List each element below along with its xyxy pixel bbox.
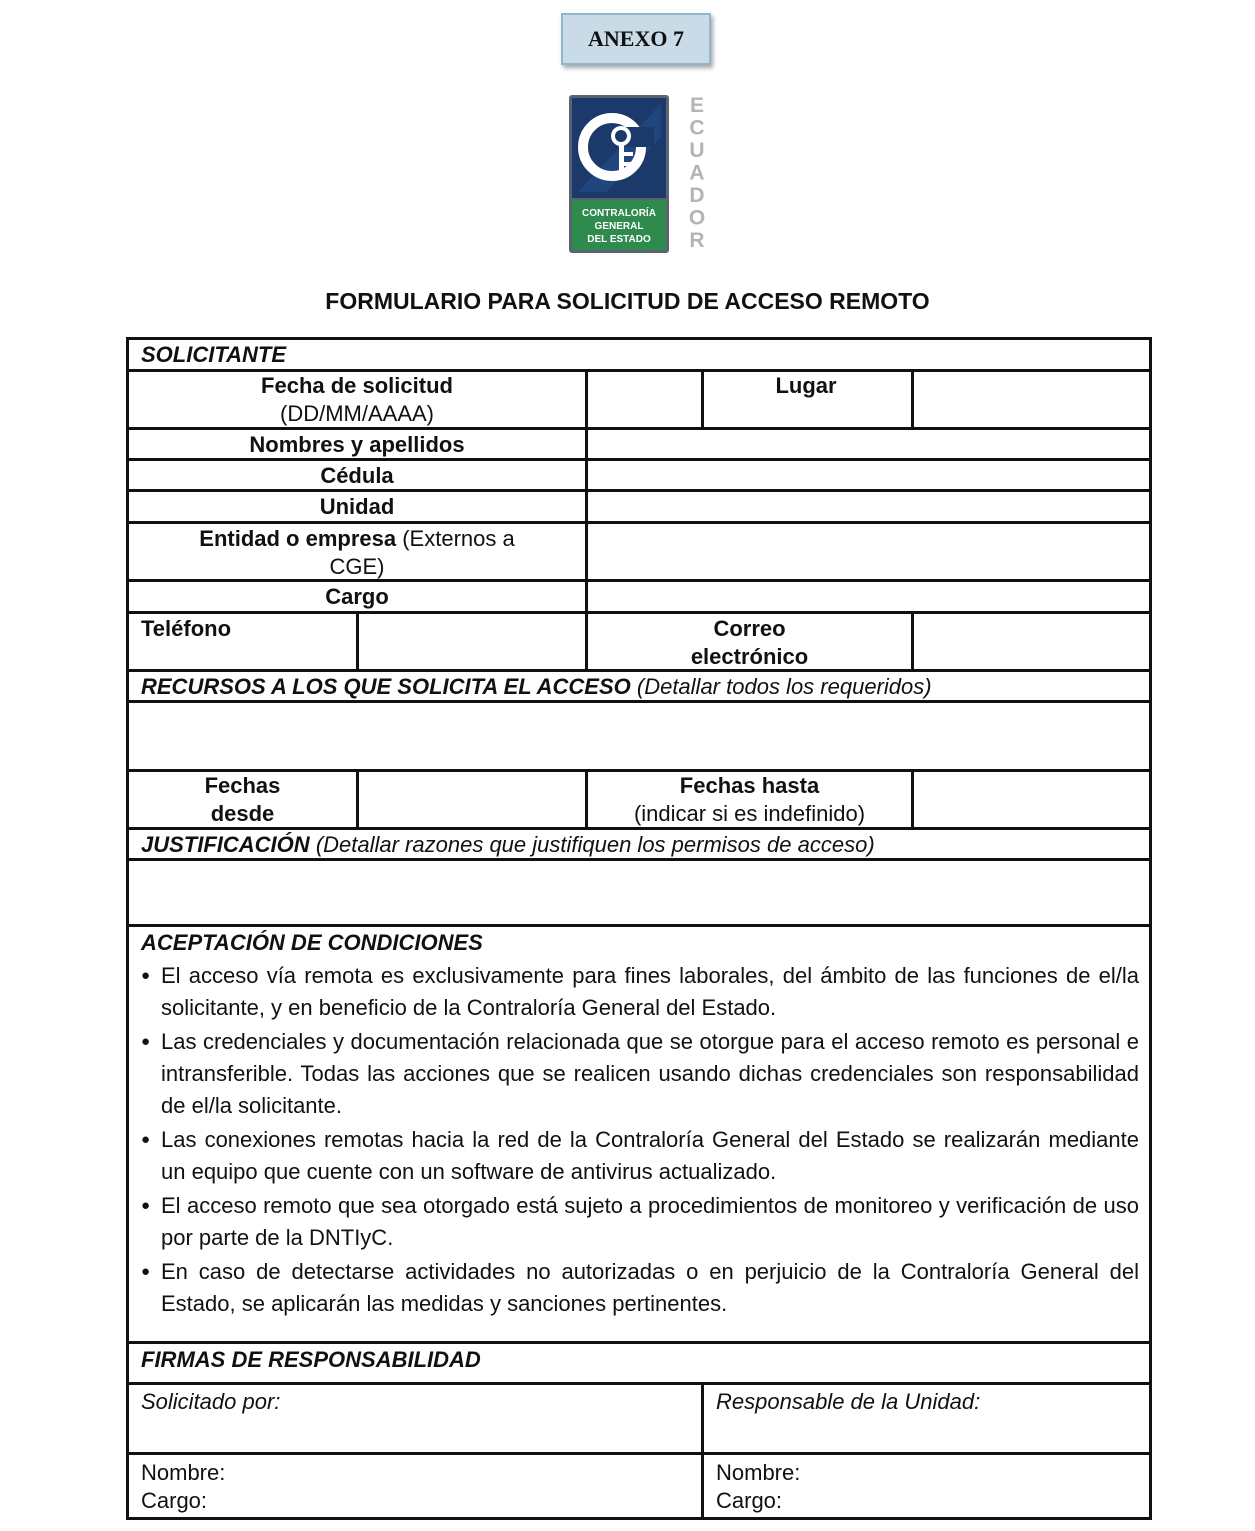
responsable-label: Responsable de la Unidad: — [716, 1389, 981, 1414]
fecha-solicitud-field[interactable] — [588, 372, 701, 427]
responsable-cargo-label: Cargo: — [716, 1488, 783, 1513]
lugar-field[interactable] — [914, 372, 1149, 427]
condition-item: ● Las conexiones remotas hacia la red de la Contraloría General del Estado se realizarán mediante un equipo que cuente con un software de antivirus actualizado. — [141, 1124, 1139, 1188]
remote-access-form — [126, 337, 1152, 1520]
condition-item: ● El acceso vía remota es exclusivamente para fines laborales, del ámbito de las funciones de el/la solicitante, y en beneficio de la Contraloría General del Estado. — [141, 960, 1139, 1024]
conditions-list — [141, 960, 1139, 1322]
recursos-field[interactable] — [129, 704, 1149, 769]
justificacion-field[interactable] — [129, 862, 1149, 924]
responsable-nombre-label: Nombre: — [716, 1460, 801, 1485]
section-justificacion — [141, 831, 875, 859]
unidad-label: Unidad — [319, 494, 395, 519]
correo-text-2: electrónico — [690, 644, 809, 669]
fechas-hasta-label — [588, 772, 911, 828]
logo-country — [689, 94, 705, 252]
correo-field[interactable] — [914, 615, 1149, 669]
entidad-text: Entidad o empresa — [199, 526, 397, 551]
correo-label — [588, 615, 911, 671]
logo-country-letter: A — [689, 161, 705, 185]
recursos-note: (Detallar todos los requeridos) — [636, 674, 932, 699]
annex-label: ANEXO 7 — [561, 13, 711, 65]
correo-text-1: Correo — [713, 616, 786, 641]
condition-item: ● El acceso remoto que sea otorgado está sujeto a procedimientos de monitoreo y verificación de uso por parte de la DNTIyC. — [141, 1190, 1139, 1254]
fechas-desde-text-1: Fechas — [204, 773, 281, 798]
nombres-label: Nombres y apellidos — [249, 432, 465, 457]
solicitante-nombre-label: Nombre: — [141, 1460, 226, 1485]
entidad-note-1: (Externos a — [402, 526, 515, 551]
justificacion-title: JUSTIFICACIÓN — [141, 832, 310, 857]
section-recursos — [141, 673, 932, 701]
nombres-field[interactable] — [588, 431, 1149, 458]
telefono-field[interactable] — [359, 615, 585, 669]
condition-item: ● En caso de detectarse actividades no autorizadas o en perjuicio de la Contraloría General del Estado, se aplicarán las medidas y sanciones pertinentes. — [141, 1256, 1139, 1320]
fechas-hasta-note: (indicar si es indefinido) — [633, 801, 866, 826]
condition-item: ● Las credenciales y documentación relacionada que se otorgue para el acceso remoto es personal e intransferible. Todas las acciones que se realicen usando dichas credenciales son responsabilidad de el/la solicitante. — [141, 1026, 1139, 1122]
solicitante-cargo-label: Cargo: — [141, 1488, 208, 1513]
logo-country-letter: R — [689, 229, 705, 252]
cargo-field[interactable] — [588, 583, 1149, 611]
fechas-desde-label — [129, 772, 356, 828]
fechas-desde-text-2: desde — [210, 801, 275, 826]
logo-country-letter: O — [688, 206, 706, 230]
cge-logo — [566, 92, 714, 256]
logo-country-letter: C — [689, 116, 705, 140]
telefono-label: Teléfono — [141, 616, 232, 641]
logo-org-line1: CONTRALORÍA — [582, 208, 656, 219]
logo-country-letter: E — [689, 94, 705, 117]
logo-country-letter: D — [689, 184, 705, 207]
section-solicitante: SOLICITANTE — [141, 342, 287, 367]
cedula-field[interactable] — [588, 462, 1149, 489]
section-aceptacion: ACEPTACIÓN DE CONDICIONES — [141, 930, 483, 955]
entidad-note-2: CGE) — [329, 554, 385, 579]
logo-org-line2: GENERAL — [594, 221, 644, 232]
logo-org-line3: DEL ESTADO — [587, 234, 651, 245]
fechas-hasta-text: Fechas hasta — [679, 773, 820, 798]
entidad-field[interactable] — [588, 525, 1149, 579]
lugar-label: Lugar — [775, 373, 837, 398]
form-title: FORMULARIO PARA SOLICITUD DE ACCESO REMOTO — [325, 288, 930, 314]
justificacion-note: (Detallar razones que justifiquen los permisos de acceso) — [315, 832, 875, 857]
fecha-solicitud-text: Fecha de solicitud — [261, 373, 453, 398]
cargo-label: Cargo — [325, 584, 389, 609]
cedula-label: Cédula — [320, 463, 394, 488]
fechas-desde-field[interactable] — [359, 772, 585, 827]
logo-country-letter: U — [689, 139, 705, 162]
responsable-firma-block — [716, 1459, 800, 1515]
entidad-label — [129, 525, 585, 581]
fecha-solicitud-label — [129, 372, 585, 428]
unidad-field[interactable] — [588, 493, 1149, 521]
section-firmas: FIRMAS DE RESPONSABILIDAD — [141, 1347, 481, 1372]
solicitante-firma-block — [141, 1459, 225, 1515]
fecha-formato-text: (DD/MM/AAAA) — [280, 401, 434, 426]
fechas-hasta-field[interactable] — [914, 772, 1149, 827]
recursos-title: RECURSOS A LOS QUE SOLICITA EL ACCESO — [141, 674, 631, 699]
solicitado-por-label: Solicitado por: — [141, 1389, 281, 1414]
